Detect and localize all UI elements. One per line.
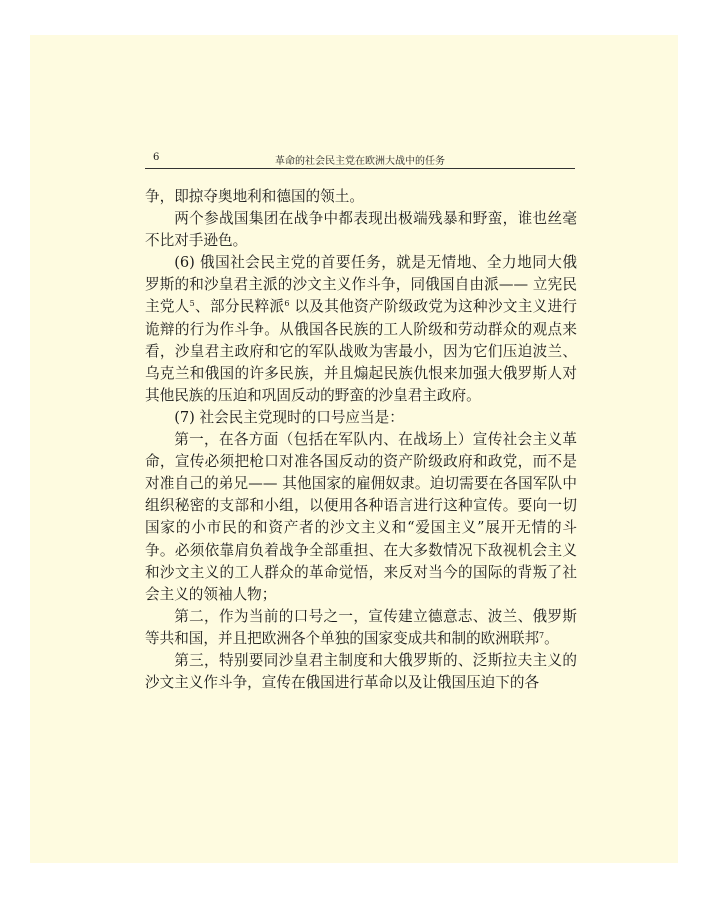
paragraph-6-part-b: 。 [544,629,559,647]
paragraph-7: 第三，特别要同沙皇君主制度和大俄罗斯的、泛斯拉夫主义的沙文主义作斗争，宣传在俄国进行革命以及让俄国压迫下的各 [145,651,577,692]
paragraph-4: (7) 社会民主党现时的口号应当是： [174,408,404,426]
paragraph-1: 争，即掠夺奥地利和德国的领土。 [145,188,364,205]
body-text [145,186,577,694]
page-header [145,146,575,169]
paragraph-3 [145,252,577,407]
footnote-ref-6[interactable]: 6 [284,299,290,309]
paragraph-3-part-a: (6) 俄国社会民主党的首要任务，就是无情地、全力地同大俄罗斯的和沙皇君主派的沙文主义作斗争，同俄国自由派—— 立宪民主党人 [145,254,577,316]
paragraph-3-part-c: 以及其他资产阶级政党为这种沙文主义进行诡辩的行为作斗争。从俄国各民族的工人阶级和劳动群众的观点来看，沙皇君主政府和它的军队战败为害最小，因为它们压迫波兰、乌克兰和俄国的许多民族，并且煽起民族仇恨来加强大俄罗斯人对其他民族的压迫和巩固反动的野蛮的沙皇君主政府。 [145,298,577,404]
footnote-ref-5[interactable]: 5 [189,299,195,309]
paragraph-3-part-b: 、部分民粹派 [194,298,285,316]
footnote-ref-7[interactable]: 7 [539,630,545,640]
paragraph-2: 两个参战国集团在战争中都表现出极端残暴和野蛮，谁也丝毫不比对手逊色。 [145,210,577,250]
running-title: 革命的社会民主党在欧洲大战中的任务 [275,156,445,167]
paragraph-5: 第一，在各方面（包括在军队内、在战场上）宣传社会主义革命，宣传必须把枪口对准各国反动的资产阶级政府和政党，而不是对准自己的弟兄—— 其他国家的雇佣奴隶。迫切需要在各国军队中组织秘密的支部和小组，以便用各种语言进行这种宣传。要向一切国家的小市民的和资产者的沙文主义和“爱国主义”展开无情的斗争。必须依靠肩负着战争全部重担、在大多数情况下敌视机会主义和沙文主义的工人群众的革命觉悟，来反对当今的国际的背叛了社会主义的领袖人物； [145,431,577,603]
paragraph-6-part-a: 第二，作为当前的口号之一，宣传建立德意志、波兰、俄罗斯等共和国，并且把欧洲各个单独的国家变成共和制的欧洲联邦 [145,607,577,647]
paragraph-6 [145,606,577,650]
page-number: 6 [153,152,160,163]
